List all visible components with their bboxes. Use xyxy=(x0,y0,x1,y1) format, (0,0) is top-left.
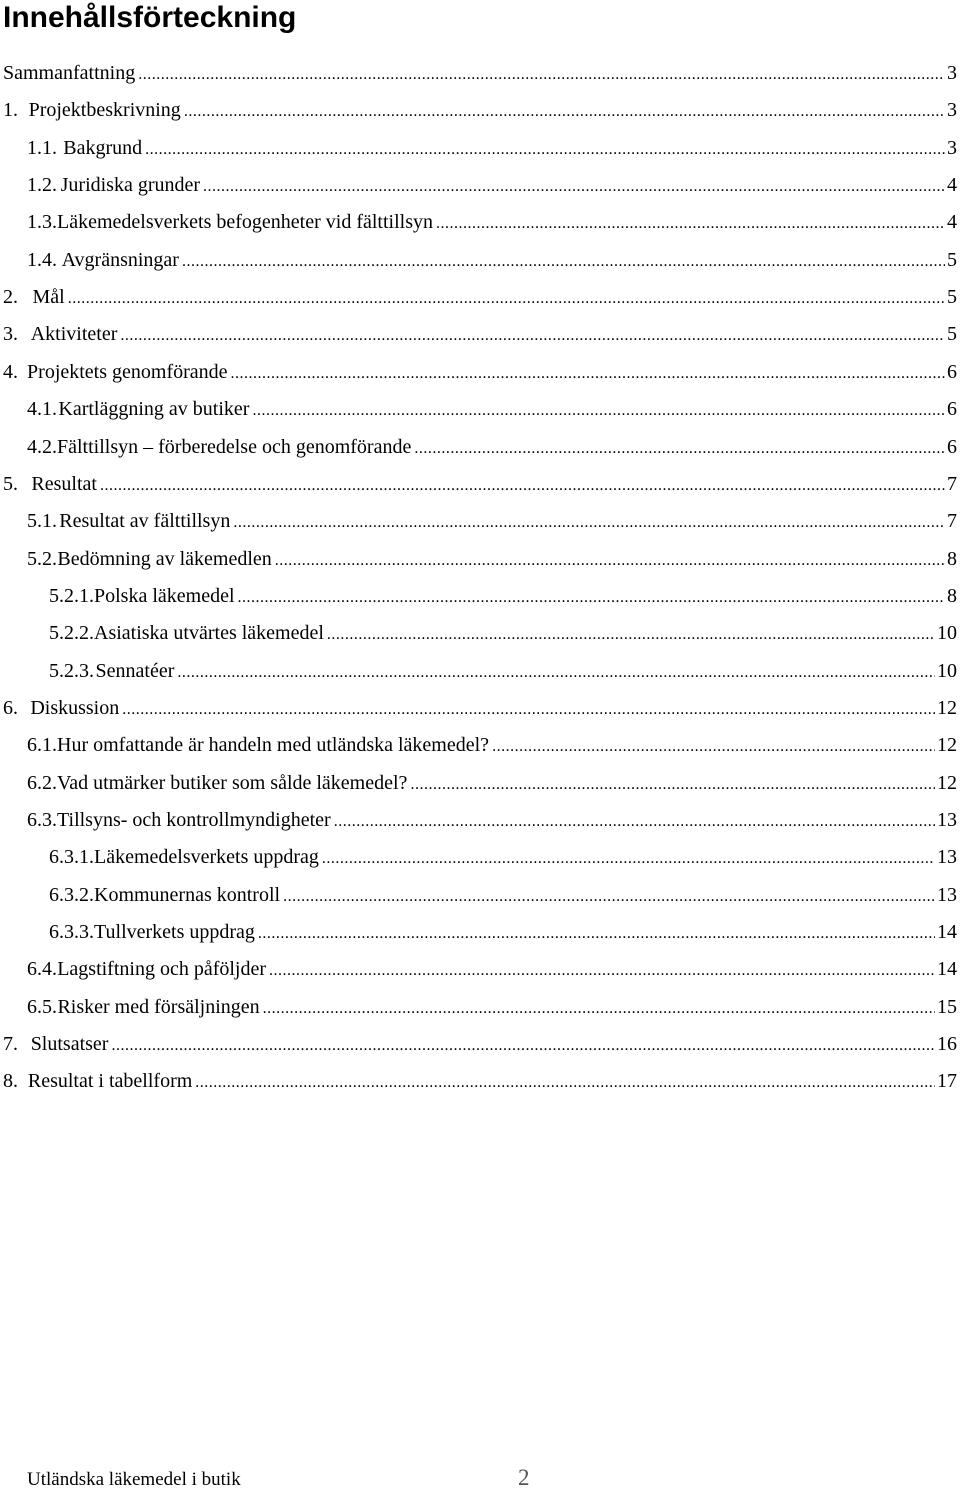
toc-entry-number: 6.3.3. xyxy=(49,921,94,943)
toc-entry-page: 6 xyxy=(947,361,957,383)
toc-entry-title: Resultat xyxy=(31,473,97,495)
toc-entry-title: Tillsyns- och kontrollmyndigheter xyxy=(57,809,331,831)
toc-dot-leader xyxy=(238,583,945,613)
toc-entry[interactable] xyxy=(27,245,957,277)
toc-entry-page: 15 xyxy=(937,996,957,1018)
toc-entry-title: Bedömning av läkemedlen xyxy=(57,548,272,570)
toc-entry-title: Läkemedelsverkets uppdrag xyxy=(94,846,319,868)
toc-entry-page: 5 xyxy=(947,249,957,271)
toc-entry-page: 16 xyxy=(937,1033,957,1055)
toc-dot-leader xyxy=(233,508,945,538)
toc-entry-number: 1.1. xyxy=(27,137,57,159)
toc-entry-number: 1.4. xyxy=(27,249,57,271)
toc-entry-page: 13 xyxy=(937,884,957,906)
toc-entry[interactable] xyxy=(3,1029,957,1061)
toc-entry-page: 10 xyxy=(937,622,957,644)
toc-entry-title: Läkemedelsverkets befogenheter vid fälttillsyn xyxy=(57,211,433,233)
toc-entry[interactable] xyxy=(27,992,957,1024)
toc-entry[interactable] xyxy=(49,581,957,613)
toc-dot-leader xyxy=(410,770,935,800)
toc-entry-page: 13 xyxy=(937,846,957,868)
toc-dot-leader xyxy=(436,209,945,239)
toc-entry-title: Risker med försäljningen xyxy=(57,996,260,1018)
toc-entry-page: 4 xyxy=(947,211,957,233)
toc-entry[interactable] xyxy=(27,730,957,762)
toc-dot-leader xyxy=(182,247,945,277)
toc-entry-page: 8 xyxy=(947,585,957,607)
toc-entry-number: 5. xyxy=(3,473,18,495)
toc-entry-title: Sennatéer xyxy=(95,660,175,682)
toc-entry-title: Aktiviteter xyxy=(30,323,118,345)
toc-entry-page: 4 xyxy=(947,174,957,196)
toc-entry-number: 5.2.3. xyxy=(49,660,94,682)
toc-entry-page: 12 xyxy=(937,697,957,719)
toc-entry-title: Slutsatser xyxy=(30,1033,109,1055)
toc-entry[interactable] xyxy=(3,469,957,501)
toc-entry-number: 1.2. xyxy=(27,174,57,196)
toc-dot-leader xyxy=(111,1031,935,1061)
toc-entry-title: Polska läkemedel xyxy=(94,585,235,607)
toc-entry-number: 4. xyxy=(3,361,18,383)
toc-entry-number: 6.3. xyxy=(27,809,57,831)
toc-entry-title: Bakgrund xyxy=(63,137,143,159)
toc-entry-page: 17 xyxy=(937,1070,957,1092)
toc-dot-leader xyxy=(492,732,935,762)
toc-dot-leader xyxy=(203,172,945,202)
toc-entry[interactable] xyxy=(27,133,957,165)
toc-entry-page: 3 xyxy=(947,62,957,84)
toc-entry-title: Vad utmärker butiker som sålde läkemedel? xyxy=(57,772,408,794)
toc-dot-leader xyxy=(145,135,945,165)
toc-entry[interactable] xyxy=(3,693,957,725)
toc-dot-leader xyxy=(138,60,945,90)
toc-entry[interactable] xyxy=(3,1066,957,1098)
toc-entry[interactable] xyxy=(49,880,957,912)
toc-entry[interactable] xyxy=(27,506,957,538)
toc-entry-page: 6 xyxy=(947,398,957,420)
toc-entry[interactable] xyxy=(49,656,957,688)
toc-entry-title: Tullverkets uppdrag xyxy=(94,921,255,943)
toc-entry-number: 1.3. xyxy=(27,211,57,233)
toc-entry[interactable] xyxy=(27,432,957,464)
toc-dot-leader xyxy=(177,658,935,688)
toc-entry[interactable] xyxy=(49,842,957,874)
toc-entry-page: 12 xyxy=(937,734,957,756)
toc-entry[interactable] xyxy=(27,954,957,986)
toc-entry-number: 6.3.2. xyxy=(49,884,94,906)
toc-dot-leader xyxy=(283,882,935,912)
toc-dot-leader xyxy=(322,844,935,874)
toc-entry-title: Lagstiftning och påföljder xyxy=(57,958,267,980)
toc-dot-leader xyxy=(275,546,945,576)
toc-entry-number: 5.2. xyxy=(27,548,57,570)
toc-entry-title: Fälttillsyn – förberedelse och genomförande xyxy=(57,436,412,458)
toc-entry-title: Resultat i tabellform xyxy=(27,1070,193,1092)
toc-entry[interactable] xyxy=(3,319,957,351)
toc-entry[interactable] xyxy=(27,544,957,576)
toc-dot-leader xyxy=(184,97,945,127)
toc-entry-number: 6.4. xyxy=(27,958,57,980)
toc-entry[interactable] xyxy=(3,95,957,127)
toc-entry-number: 7. xyxy=(3,1033,18,1055)
toc-entry[interactable] xyxy=(3,58,957,90)
toc-entry-page: 14 xyxy=(937,921,957,943)
toc-dot-leader xyxy=(258,919,935,949)
toc-entry-number: 6.3.1. xyxy=(49,846,94,868)
toc-dot-leader xyxy=(68,284,945,314)
toc-entry-title: Asiatiska utvärtes läkemedel xyxy=(94,622,324,644)
toc-entry-page: 3 xyxy=(947,99,957,121)
toc-entry[interactable] xyxy=(49,618,957,650)
toc-entry[interactable] xyxy=(27,170,957,202)
toc-entry[interactable] xyxy=(49,917,957,949)
toc-entry-page: 6 xyxy=(947,436,957,458)
toc-entry-number: 6. xyxy=(3,697,18,719)
toc-entry[interactable] xyxy=(27,768,957,800)
toc-entry-page: 5 xyxy=(947,286,957,308)
toc-dot-leader xyxy=(231,359,945,389)
toc-dot-leader xyxy=(327,620,935,650)
toc-entry-number: 6.2. xyxy=(27,772,57,794)
toc-entry-title: Juridiska grunder xyxy=(60,174,201,196)
toc-dot-leader xyxy=(100,471,945,501)
toc-entry[interactable] xyxy=(27,805,957,837)
toc-entry-number: 3. xyxy=(3,323,18,345)
toc-entry-title: Projektets genomförande xyxy=(27,361,228,383)
toc-entry-page: 7 xyxy=(947,510,957,532)
toc-dot-leader xyxy=(263,994,935,1024)
toc-entry-number: 4.2. xyxy=(27,436,57,458)
toc-dot-leader xyxy=(414,434,945,464)
toc-entry[interactable] xyxy=(27,207,957,239)
toc-entry[interactable] xyxy=(3,282,957,314)
toc-entry-number: 2. xyxy=(3,286,18,308)
toc-entry-number: 8. xyxy=(3,1070,18,1092)
toc-entry-page: 14 xyxy=(937,958,957,980)
toc-entry-page: 3 xyxy=(947,137,957,159)
toc-entry[interactable] xyxy=(3,357,957,389)
toc-entry-title: Kartläggning av butiker xyxy=(58,398,250,420)
toc-entry-title: Projektbeskrivning xyxy=(28,99,181,121)
toc-entry-title: Sammanfattning xyxy=(3,62,136,84)
toc-entry-page: 8 xyxy=(947,548,957,570)
toc-entry-page: 13 xyxy=(937,809,957,831)
toc-entry-number: 1. xyxy=(3,99,18,121)
toc-entry-number: 5.2.2. xyxy=(49,622,94,644)
toc-entry-title: Diskussion xyxy=(30,697,120,719)
toc-entry-page: 10 xyxy=(937,660,957,682)
toc-entry-title: Mål xyxy=(32,286,65,308)
toc-dot-leader xyxy=(195,1068,935,1098)
toc-entry-number: 6.5. xyxy=(27,996,57,1018)
toc-dot-leader xyxy=(252,396,945,426)
toc-entry-title: Resultat av fälttillsyn xyxy=(59,510,231,532)
footer-document-title: Utländska läkemedel i butik xyxy=(27,1469,241,1490)
footer-page-number: 2 xyxy=(518,1465,530,1490)
toc-entry-title: Kommunernas kontroll xyxy=(94,884,281,906)
toc-entry-number: 5.1. xyxy=(27,510,57,532)
toc-entry-page: 7 xyxy=(947,473,957,495)
toc-dot-leader xyxy=(120,321,945,351)
toc-entry-title: Avgränsningar xyxy=(61,249,179,271)
toc-entry-title: Hur omfattande är handeln med utländska läkemedel? xyxy=(57,734,490,756)
toc-entry-page: 5 xyxy=(947,323,957,345)
toc-entry-number: 5.2.1. xyxy=(49,585,94,607)
toc-entry-number: 4.1. xyxy=(27,398,57,420)
toc-dot-leader xyxy=(269,956,935,986)
page-title: Innehållsförteckning xyxy=(3,1,297,34)
toc-entry-page: 12 xyxy=(937,772,957,794)
toc-entry[interactable] xyxy=(27,394,957,426)
toc-dot-leader xyxy=(122,695,935,725)
toc-dot-leader xyxy=(334,807,935,837)
toc-entry-number: 6.1. xyxy=(27,734,57,756)
